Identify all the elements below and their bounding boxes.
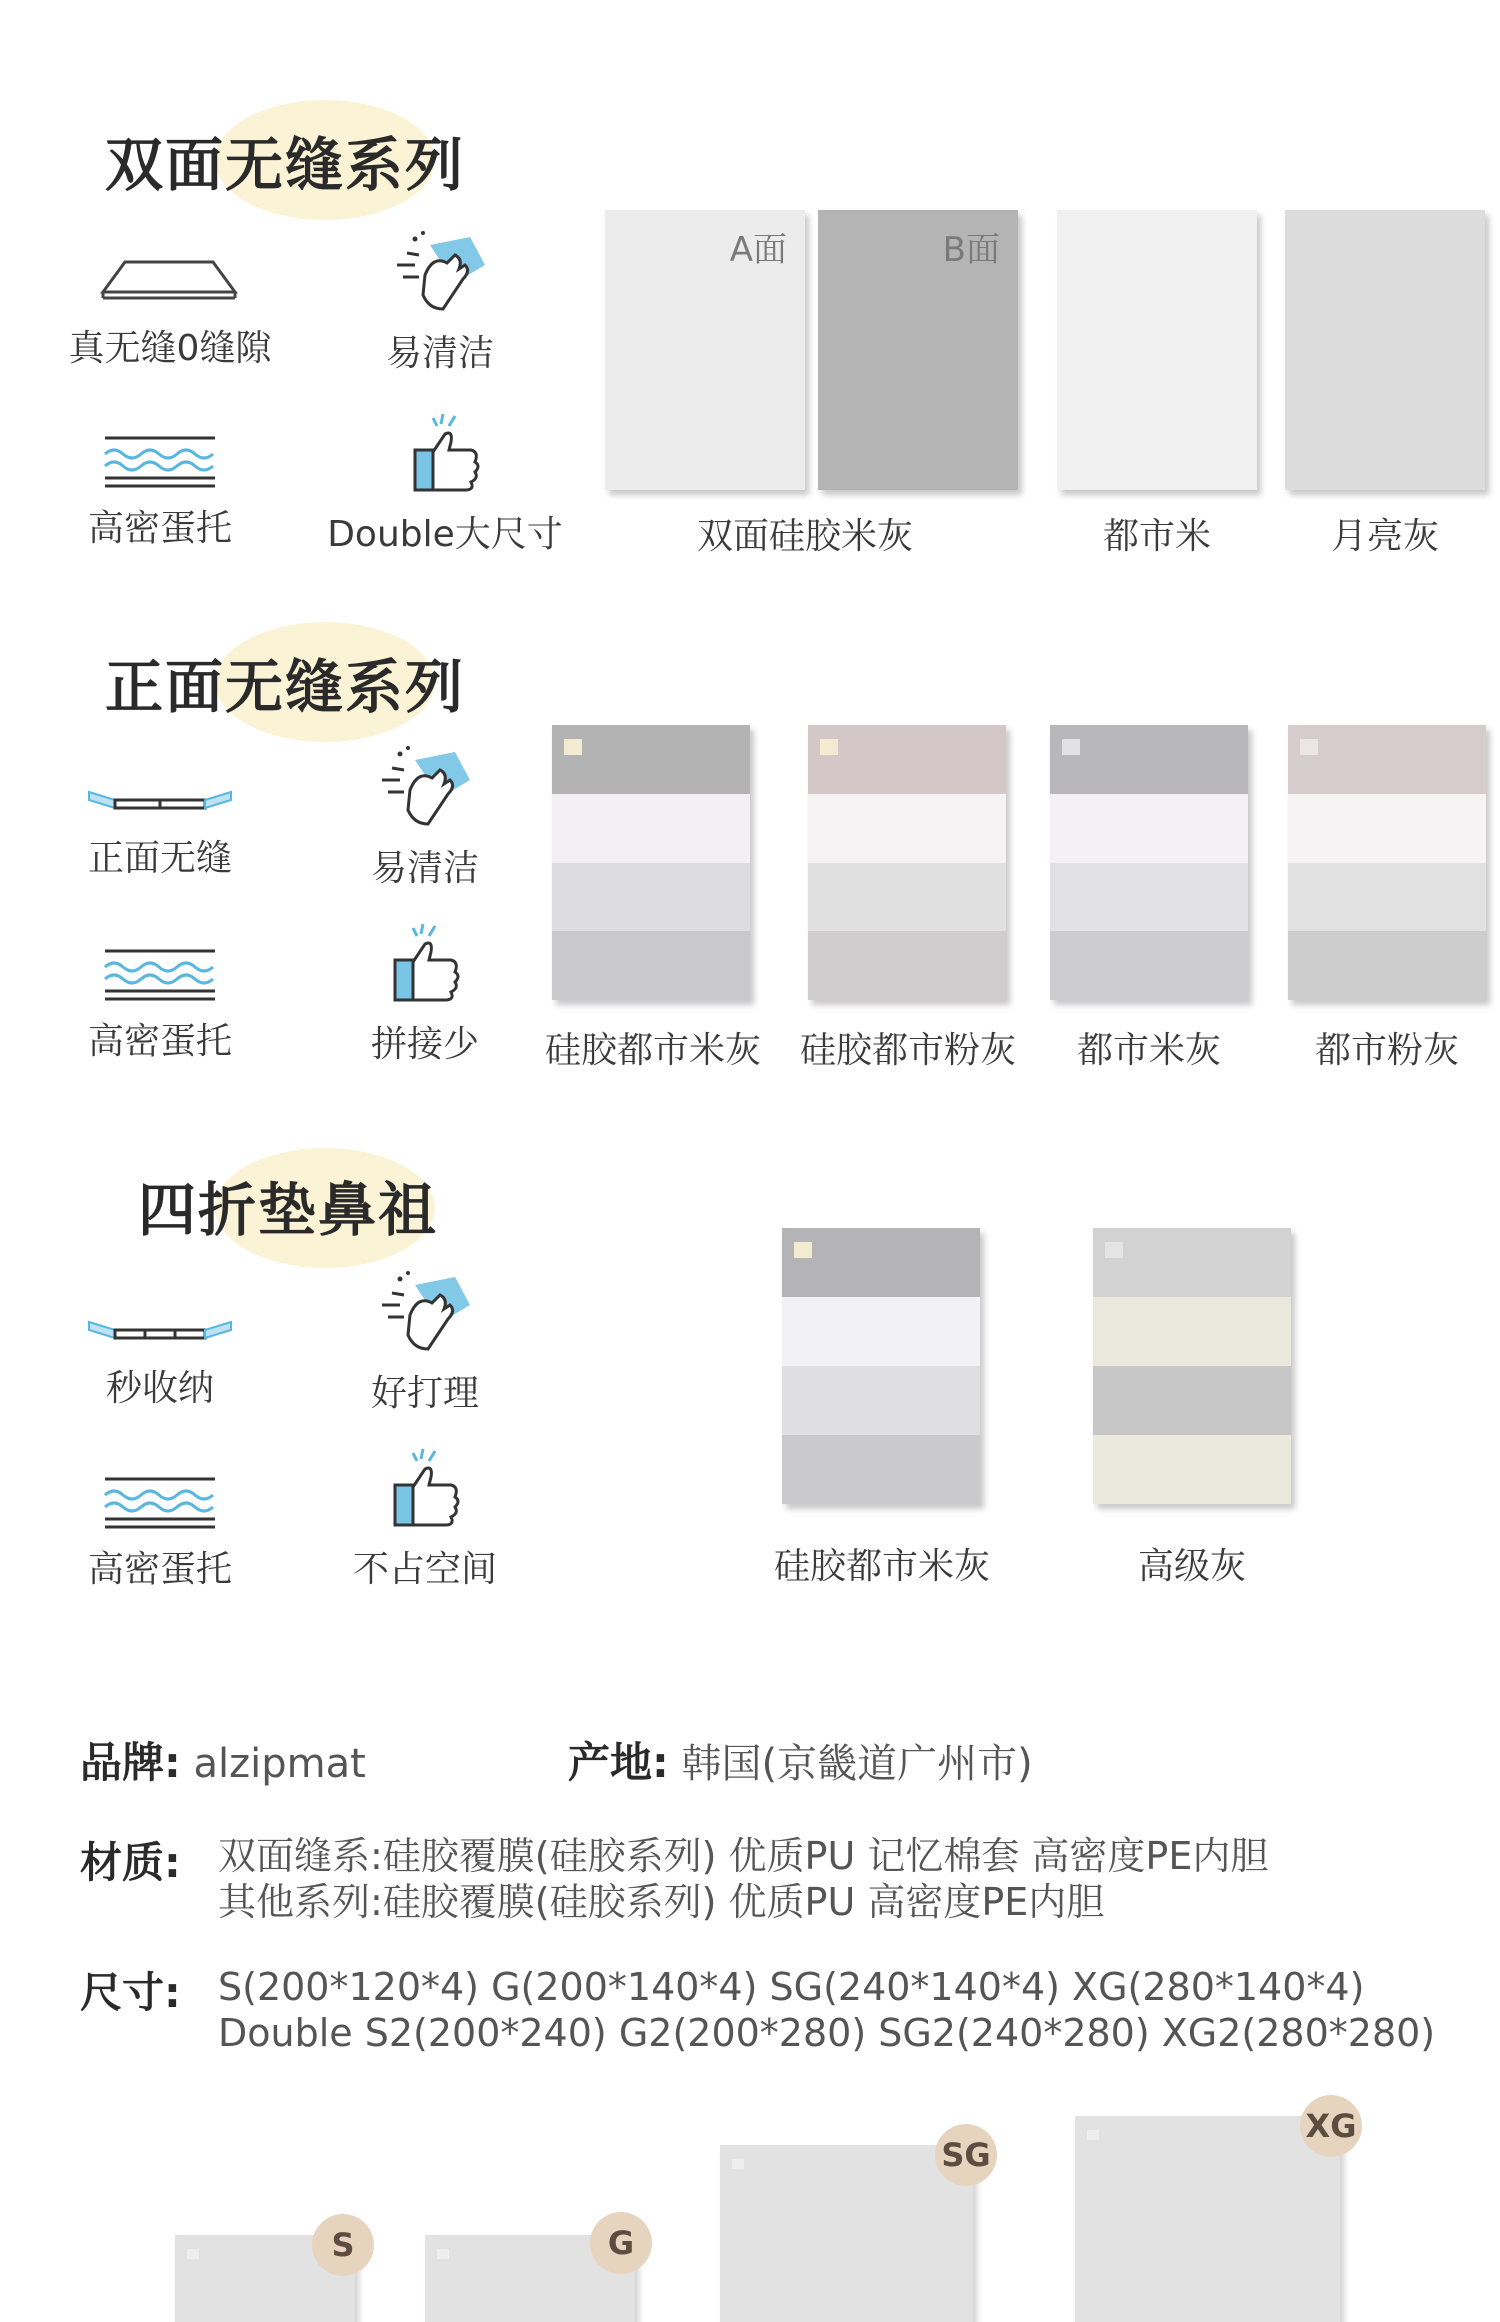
feature-label: 高密蛋托 <box>87 1021 232 1062</box>
feature-label: 正面无缝 <box>87 838 232 879</box>
feature-label: 好打理 <box>370 1373 479 1414</box>
feature-easy-care <box>325 1265 525 1416</box>
swatch-silicone-city-beige-gray <box>782 1228 980 1504</box>
feature-label: 真无缝0缝隙 <box>68 328 272 369</box>
size-key: 尺寸: <box>80 1968 181 2017</box>
feature-label: 不占空间 <box>352 1549 497 1590</box>
swatch-city-beige-gray <box>1050 725 1248 1000</box>
corner-mark <box>1087 2130 1099 2140</box>
corner-mark <box>187 2249 199 2259</box>
material-lines <box>218 1833 1268 1925</box>
section-title-double-seamless: 双面无缝系列 <box>105 131 466 199</box>
wipe-hand-icon <box>370 740 480 830</box>
swatch-premium-gray <box>1093 1228 1291 1504</box>
thumbs-up-icon <box>385 1445 465 1531</box>
size-badge-g: G <box>590 2212 652 2274</box>
face-a-label: A面 <box>729 230 787 270</box>
feature-double-size <box>310 410 580 557</box>
swatch-label: 都市米 <box>1102 516 1211 557</box>
thumbs-up-icon <box>385 920 465 1006</box>
swatch-moon-gray <box>1285 210 1485 490</box>
corner-mark <box>1300 739 1318 755</box>
feature-easy-clean <box>325 740 525 891</box>
size-badge-sg: SG <box>935 2124 997 2186</box>
feature-egg-crate <box>55 1473 265 1592</box>
feature-label: 易清洁 <box>385 333 494 374</box>
brand-row <box>80 1730 366 1790</box>
size-line: Double S2(200*240) G2(200*280) SG2(240*280) XG2(280*280) <box>218 2011 1436 2055</box>
material-line: 双面缝系:硅胶覆膜(硅胶系列) 优质PU 记忆棉套 高密度PE内胆 <box>218 1834 1269 1878</box>
feature-label: 秒收纳 <box>105 1368 214 1409</box>
egg-crate-layers-icon <box>100 432 220 490</box>
swatch-face-b <box>818 210 1018 490</box>
size-badge-xg: XG <box>1300 2095 1362 2157</box>
swatch-label: 都市粉灰 <box>1314 1030 1459 1071</box>
swatch-face-a <box>605 210 805 490</box>
egg-crate-layers-icon <box>100 945 220 1003</box>
size-mat-xg <box>1075 2116 1340 2322</box>
feature-label: 高密蛋托 <box>87 508 232 549</box>
size-key-row <box>80 1960 181 2020</box>
swatch-label: 都市米灰 <box>1076 1030 1221 1071</box>
swatch-label: 硅胶都市米灰 <box>773 1546 990 1587</box>
feature-quick-storage <box>55 1310 265 1411</box>
swatch-label: 双面硅胶米灰 <box>696 516 913 557</box>
feature-space-saving <box>325 1445 525 1592</box>
swatch-city-pink-gray <box>1288 725 1486 1000</box>
feature-few-joints <box>335 920 515 1067</box>
feature-easy-clean <box>340 225 540 376</box>
size-mat-sg <box>720 2145 973 2322</box>
feature-label: 拼接少 <box>370 1024 479 1065</box>
origin-row <box>568 1730 1033 1790</box>
corner-mark <box>1062 739 1080 755</box>
material-key: 材质: <box>80 1838 181 1887</box>
origin-key: 产地: <box>568 1738 669 1787</box>
swatch-label: 高级灰 <box>1137 1546 1246 1587</box>
size-lines <box>218 1964 1435 2056</box>
corner-mark <box>732 2159 744 2169</box>
feature-label: 易清洁 <box>370 848 479 889</box>
feature-egg-crate <box>55 945 265 1064</box>
swatch-label: 月亮灰 <box>1330 516 1439 557</box>
folding-mat-icon <box>85 780 235 820</box>
feature-egg-crate <box>55 432 265 551</box>
material-key-row <box>80 1830 181 1890</box>
section-title-front-seamless: 正面无缝系列 <box>105 653 466 721</box>
wipe-hand-icon <box>385 225 495 315</box>
feature-front-seamless <box>55 780 265 881</box>
brand-value: alzipmat <box>193 1741 366 1787</box>
size-badge-s: S <box>312 2214 374 2276</box>
wipe-hand-icon <box>370 1265 480 1355</box>
size-line: S(200*120*4) G(200*140*4) SG(240*140*4) XG(280*140*4) <box>218 1965 1365 2009</box>
corner-mark <box>437 2249 449 2259</box>
thumbs-up-icon <box>405 410 485 496</box>
egg-crate-layers-icon <box>100 1473 220 1531</box>
flat-mat-icon <box>95 240 245 310</box>
swatch-label: 硅胶都市米灰 <box>544 1030 761 1071</box>
swatch-city-beige <box>1057 210 1257 490</box>
corner-mark <box>564 739 582 755</box>
origin-value: 韩国(京畿道广州市) <box>681 1741 1033 1787</box>
feature-no-gap <box>55 240 285 371</box>
swatch-silicone-city-pink-gray <box>808 725 1006 1000</box>
face-b-label: B面 <box>942 230 1000 270</box>
feature-label: 高密蛋托 <box>87 1549 232 1590</box>
corner-mark <box>820 739 838 755</box>
brand-key: 品牌: <box>80 1738 181 1787</box>
swatch-silicone-city-beige-gray <box>552 725 750 1000</box>
section-title-four-fold: 四折垫鼻祖 <box>138 1176 439 1244</box>
corner-mark <box>794 1242 812 1258</box>
swatch-label: 硅胶都市粉灰 <box>799 1030 1016 1071</box>
corner-mark <box>1105 1242 1123 1258</box>
folding-mat-icon <box>85 1310 235 1350</box>
material-line: 其他系列:硅胶覆膜(硅胶系列) 优质PU 高密度PE内胆 <box>218 1880 1105 1924</box>
feature-label: Double大尺寸 <box>327 514 563 555</box>
